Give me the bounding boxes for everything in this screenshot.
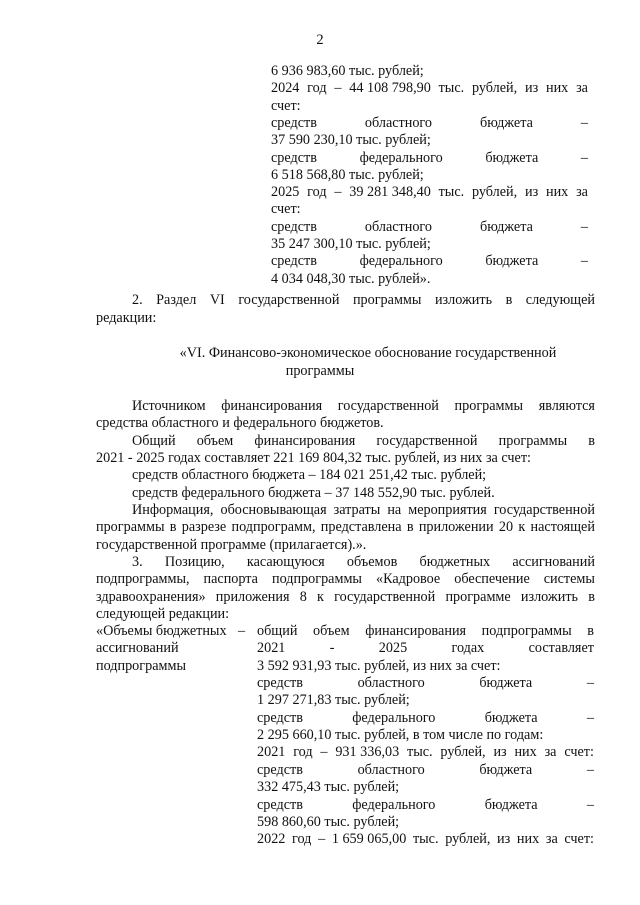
word: паспорта xyxy=(203,571,258,587)
word: 2. xyxy=(132,292,143,308)
word: обосновывающая xyxy=(220,502,327,518)
word: бюджета xyxy=(484,709,538,726)
word: 3. xyxy=(132,554,143,570)
item-2-line: редакции: xyxy=(96,310,157,326)
paragraph-line xyxy=(132,433,595,450)
word: подпрограмм, xyxy=(231,519,316,535)
word: системы xyxy=(543,571,595,587)
word: областного xyxy=(364,114,432,131)
word: них xyxy=(545,184,569,201)
word: тыс. xyxy=(438,184,465,201)
word: общий xyxy=(257,623,298,639)
word: к xyxy=(518,519,526,535)
passport-value-line xyxy=(257,831,594,848)
amount-line xyxy=(271,184,588,201)
passport-dash: – xyxy=(238,623,246,639)
word: государственной xyxy=(238,292,340,308)
word: бюджета xyxy=(479,761,533,778)
word: средств xyxy=(257,709,303,726)
passport-value-line xyxy=(257,797,594,814)
word: мероприятия xyxy=(408,502,487,518)
word: здравоохранения» xyxy=(96,589,206,605)
word: бюджета xyxy=(479,218,533,235)
word: разрезе xyxy=(181,519,227,535)
amount-line: счет: xyxy=(271,201,301,218)
word: из xyxy=(493,744,507,761)
item-2-line xyxy=(132,292,595,309)
passport-value-line xyxy=(257,762,594,779)
word: 2025 xyxy=(271,184,300,201)
amount-line xyxy=(271,150,588,167)
word: – xyxy=(334,184,342,201)
page-number: 2 xyxy=(316,32,324,48)
amount-line: 35 247 300,10 тыс. рублей; xyxy=(271,236,431,252)
section-title: программы xyxy=(285,363,355,379)
word: 931 336,03 xyxy=(335,744,400,761)
word: в xyxy=(588,589,595,605)
word: на xyxy=(387,502,402,518)
word: – xyxy=(586,796,594,813)
word: Источником xyxy=(132,398,206,414)
word: программы xyxy=(352,292,422,308)
word: финансирования xyxy=(254,433,356,449)
passport-value-line xyxy=(257,623,594,640)
word: рублей, xyxy=(471,184,518,201)
word: 2025 xyxy=(378,640,408,657)
word: программы xyxy=(96,519,165,535)
word: Раздел xyxy=(156,292,197,308)
word: Общий xyxy=(132,433,176,449)
word: средств xyxy=(257,796,303,813)
word: ассигнований xyxy=(512,554,595,570)
word: средств xyxy=(271,149,317,166)
word: тыс. xyxy=(407,744,433,761)
word: средств xyxy=(271,114,317,131)
word: к xyxy=(317,589,324,605)
word: подпрограммы xyxy=(271,571,362,587)
word: являются xyxy=(538,398,595,414)
word: бюджета xyxy=(485,149,539,166)
passport-value-line xyxy=(257,675,594,692)
amount-line xyxy=(271,115,588,132)
amount-line xyxy=(271,219,588,236)
word: настоящей xyxy=(530,519,595,535)
word: приложения xyxy=(215,589,290,605)
amount-line: счет: xyxy=(271,97,301,114)
word: в xyxy=(169,519,177,535)
word: программы xyxy=(454,398,524,414)
word: в xyxy=(588,433,595,449)
paragraph-line: следующей редакции: xyxy=(96,606,230,622)
amount-line: 6 518 568,80 тыс. рублей; xyxy=(271,166,424,183)
passport-value-line xyxy=(257,710,594,727)
word: государственной xyxy=(493,502,595,518)
word: годах xyxy=(451,640,485,657)
word: подпрограммы xyxy=(481,623,572,639)
word: средств xyxy=(271,218,317,235)
passport-value-line xyxy=(257,640,594,657)
word: них xyxy=(545,80,569,97)
word: затраты xyxy=(333,502,381,518)
passport-value-line xyxy=(257,744,594,761)
word: – xyxy=(580,114,588,131)
paragraph-line: средств областного бюджета – 184 021 251,42 тыс. рублей; xyxy=(132,467,487,483)
word: 44 108 798,90 xyxy=(349,80,431,97)
word: бюджета xyxy=(479,675,533,692)
passport-label: подпрограммы xyxy=(96,658,186,674)
word: - xyxy=(329,640,335,657)
word: – xyxy=(580,218,588,235)
paragraph-line: 2021 - 2025 годах составляет 221 169 804,32 тыс. рублей, из них за счет: xyxy=(96,450,531,466)
word: год xyxy=(293,744,313,761)
word: счет: xyxy=(564,831,594,848)
word: объемов xyxy=(346,554,398,570)
word: – xyxy=(586,709,594,726)
word: тыс. xyxy=(438,80,465,97)
word: федерального xyxy=(352,796,436,813)
amount-line: 4 034 048,30 тыс. рублей». xyxy=(271,270,431,287)
amount-line xyxy=(271,80,588,97)
word: областного xyxy=(357,761,425,778)
word: – xyxy=(586,675,594,692)
word: следующей xyxy=(525,292,595,308)
word: 1 659 065,00 xyxy=(331,831,407,848)
word: них xyxy=(516,831,540,848)
word: государственной xyxy=(376,433,478,449)
word: изложить xyxy=(434,292,493,308)
word: 2022 xyxy=(257,831,286,848)
word: из xyxy=(524,80,539,97)
word: – xyxy=(334,80,342,97)
word: областного xyxy=(357,675,425,692)
passport-value-line: 2 295 660,10 тыс. рублей, в том числе по годам: xyxy=(257,727,544,744)
word: рублей, xyxy=(471,80,518,97)
word: средств xyxy=(271,253,317,270)
paragraph-line xyxy=(96,571,595,588)
paragraph-line: средств федерального бюджета – 37 148 552,90 тыс. рублей. xyxy=(132,485,495,501)
passport-value-line: 598 860,60 тыс. рублей; xyxy=(257,813,400,830)
word: бюджета xyxy=(479,114,533,131)
word: программе xyxy=(445,589,511,605)
word: областного xyxy=(364,218,432,235)
word: в xyxy=(587,623,594,639)
word: за xyxy=(545,831,558,848)
word: объем xyxy=(196,433,234,449)
word: счет: xyxy=(564,744,594,761)
paragraph-line: государственной программе (прилагается).». xyxy=(96,537,367,553)
word: 2021 xyxy=(257,744,286,761)
passport-value-line: 3 592 931,93 тыс. рублей, из них за счет: xyxy=(257,657,501,674)
word: за xyxy=(576,184,588,201)
word: финансирования xyxy=(365,623,467,639)
word: из xyxy=(524,184,539,201)
word: 39 281 348,40 xyxy=(349,184,431,201)
word: касающуюся xyxy=(246,554,325,570)
word: из xyxy=(497,831,511,848)
word: в xyxy=(406,519,414,535)
word: средств xyxy=(257,675,303,692)
paragraph-line xyxy=(132,502,595,519)
passport-label: «Объемы бюджетных xyxy=(96,623,227,639)
paragraph-line xyxy=(132,398,595,415)
word: бюджета xyxy=(485,253,539,270)
word: 2024 xyxy=(271,80,300,97)
word: составляет xyxy=(528,640,594,657)
word: за xyxy=(576,80,588,97)
section-title: «VI. Финансово-экономическое обоснование государственной xyxy=(179,345,557,361)
word: 2021 xyxy=(257,640,286,657)
word: изложить xyxy=(520,589,578,605)
word: государственной xyxy=(334,589,436,605)
paragraph-line xyxy=(96,589,595,606)
passport-value-line: 332 475,43 тыс. рублей; xyxy=(257,779,400,796)
word: представлена xyxy=(320,519,402,535)
word: год xyxy=(292,831,312,848)
paragraph-line: средства областного и федерального бюджетов. xyxy=(96,415,384,431)
word: объем xyxy=(313,623,350,639)
word: Позицию, xyxy=(164,554,225,570)
word: бюджетных xyxy=(419,554,491,570)
passport-value-line: 1 297 271,83 тыс. рублей; xyxy=(257,692,410,709)
paragraph-line xyxy=(96,519,595,536)
word: в xyxy=(505,292,513,308)
word: обеспечение xyxy=(454,571,530,587)
amount-line xyxy=(271,253,588,270)
word: приложении xyxy=(418,519,494,535)
amount-line: 6 936 983,60 тыс. рублей; xyxy=(271,63,424,79)
word: бюджета xyxy=(484,796,538,813)
paragraph-line xyxy=(132,554,595,571)
word: Информация, xyxy=(132,502,214,518)
word: – xyxy=(318,831,326,848)
word: программы xyxy=(498,433,568,449)
word: – xyxy=(320,744,328,761)
word: государственной xyxy=(337,398,439,414)
amount-line: 37 590 230,10 тыс. рублей; xyxy=(271,132,431,149)
word: федерального xyxy=(352,709,436,726)
word: финансирования xyxy=(221,398,323,414)
word: подпрограммы, xyxy=(96,571,190,587)
word: 20 xyxy=(498,519,514,535)
word: средств xyxy=(257,761,303,778)
word: рублей, xyxy=(445,831,491,848)
word: 8 xyxy=(299,589,307,605)
word: тыс. xyxy=(412,831,439,848)
word: – xyxy=(580,149,588,166)
word: «Кадровое xyxy=(375,571,441,587)
word: федерального xyxy=(359,253,443,270)
word: VI xyxy=(209,292,225,308)
word: – xyxy=(580,253,588,270)
word: год xyxy=(307,80,327,97)
word: рублей, xyxy=(440,744,486,761)
passport-label: ассигнований xyxy=(96,640,179,656)
word: – xyxy=(586,761,594,778)
word: них xyxy=(514,744,537,761)
word: год xyxy=(307,184,327,201)
word: федерального xyxy=(359,149,443,166)
word: за xyxy=(544,744,557,761)
